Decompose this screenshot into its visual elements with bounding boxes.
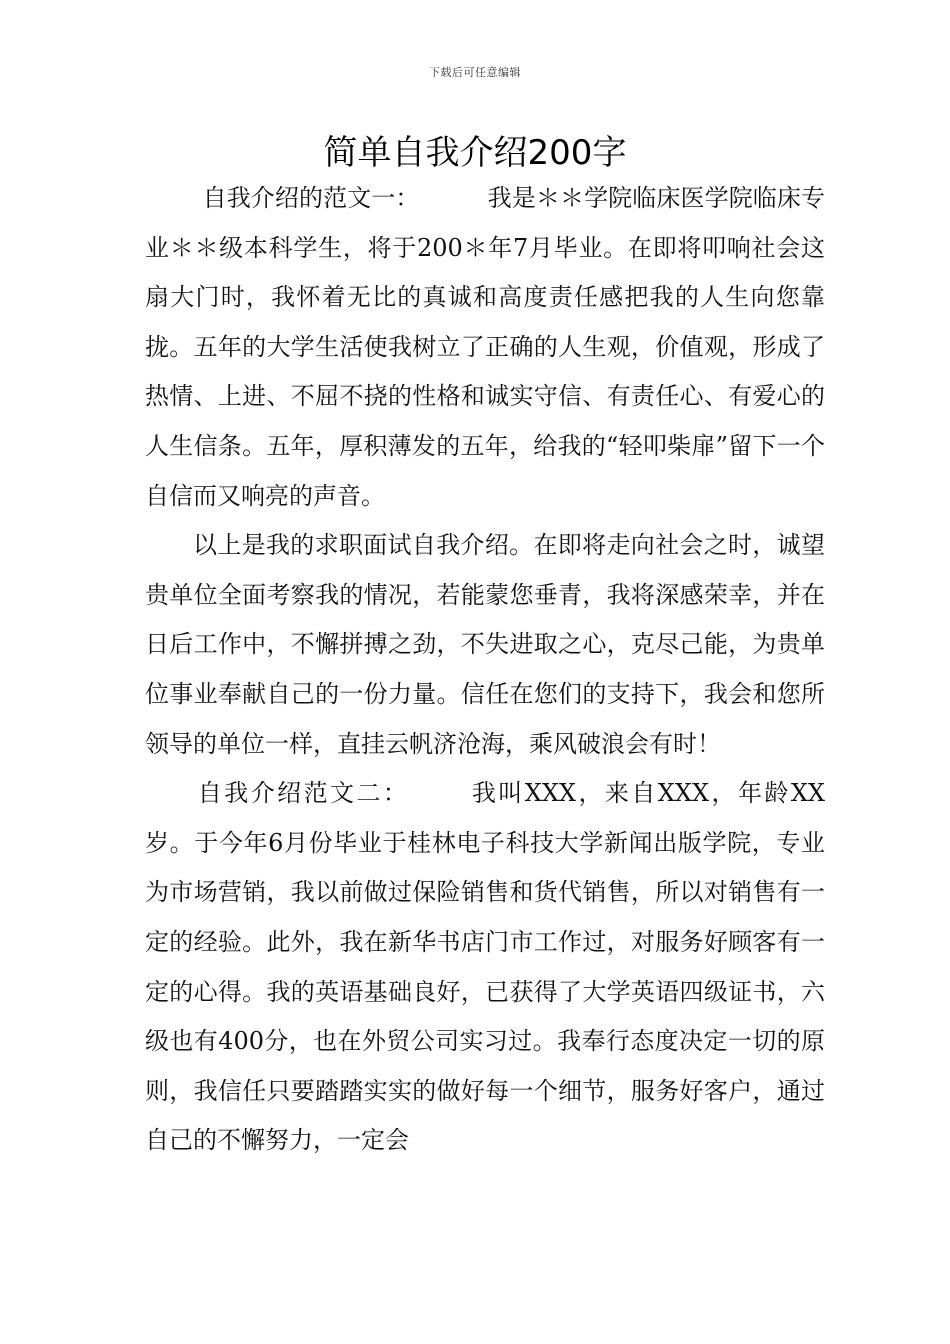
section-heading-3: 自我介绍范文二： [197,779,410,808]
section-heading-1: 自我介绍的范文一： [202,184,420,212]
paragraph-text-3: 我叫XXX，来自XXX，年龄XX岁。于今年6月份毕业于桂林电子科技大学新闻出版学院，专业为市场营销，我以前做过保险销售和货代销售，所以对销售有一定的经验。此外，我在新华书店门市工作过，对服务好顾客有一定的心得。我的英语基础良好，已获得了大学英语四级证书，六级也有400分，也在外贸公司实习过。我奉行态度决定一切的原则，我信任只要踏踏实实的做好每一个细节，服务好客户，通过自己的不懈努力，一定会 [145,779,826,1155]
paragraph-2 [145,521,825,769]
document-title: 简单自我介绍200字 [323,133,627,173]
paragraph-text-2: 以上是我的求职面试自我介绍。在即将走向社会之时，诚望贵单位全面考察我的情况，若能蒙您垂青，我将深感荣幸，并在日后工作中，不懈拼搏之劲，不失进取之心，克尽己能，为贵单位事业奉献自己的一份力量。信任在您们的支持下，我会和您所领导的单位一样，直挂云帆济沧海，乘风破浪会有时！ [145,531,825,758]
header-note: 下载后可任意编辑 [429,66,521,79]
paragraph-3 [145,769,825,1166]
document-body [145,174,825,1166]
paragraph-1 [145,174,825,521]
paragraph-text-1: 我是＊＊学院临床医学院临床专业＊＊级本科学生，将于200＊年7月毕业。在即将叩响社会这扇大门时，我怀着无比的真诚和高度责任感把我的人生向您靠拢。五年的大学生活使我树立了正确的人生观，价值观，形成了热情、上进、不屈不挠的性格和诚实守信、有责任心、有爱心的人生信条。五年，厚积薄发的五年，给我的“轻叩柴扉”留下一个自信而又响亮的声音。 [145,184,826,510]
